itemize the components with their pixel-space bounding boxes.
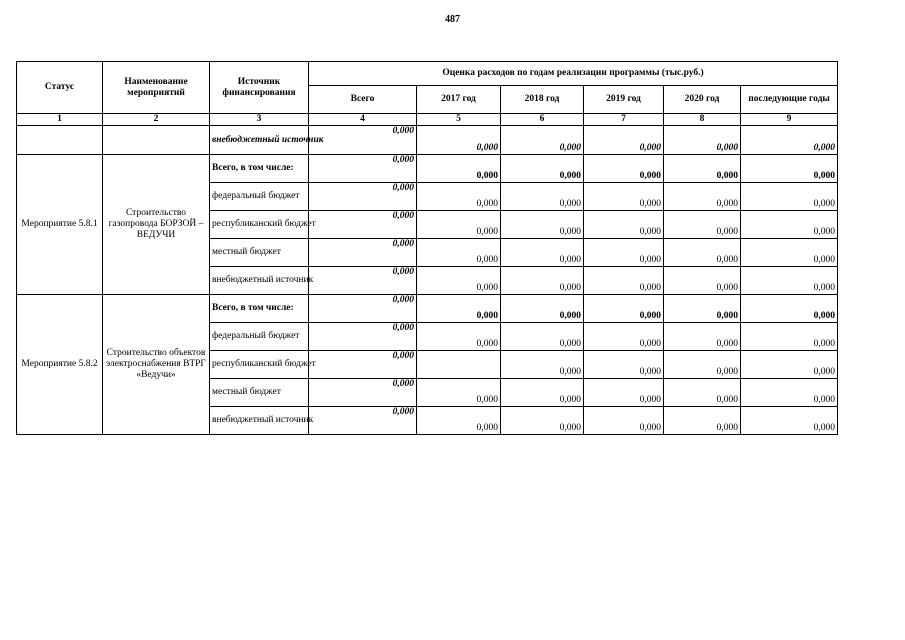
column-number: 4 bbox=[309, 114, 417, 126]
value-cell: 0,000 bbox=[741, 379, 838, 407]
header-year-2020: 2020 год bbox=[664, 86, 741, 114]
total-cell: 0,000 bbox=[309, 323, 417, 351]
value-cell: 0,000 bbox=[664, 295, 741, 323]
value-cell: 0,000 bbox=[741, 267, 838, 295]
value-cell: 0,000 bbox=[501, 155, 584, 183]
value-cell: 0,000 bbox=[664, 407, 741, 435]
value-cell: 0,000 bbox=[501, 295, 584, 323]
value-cell: 0,000 bbox=[741, 351, 838, 379]
empty-status-cell bbox=[17, 126, 103, 155]
total-cell: 0,000 bbox=[309, 267, 417, 295]
value-cell: 0,000 bbox=[741, 183, 838, 211]
value-cell: 0,000 bbox=[584, 379, 664, 407]
value-cell: 0,000 bbox=[664, 239, 741, 267]
value-cell: 0,000 bbox=[664, 155, 741, 183]
value-cell: 0,000 bbox=[664, 323, 741, 351]
column-number: 7 bbox=[584, 114, 664, 126]
total-cell: 0,000 bbox=[309, 126, 417, 155]
source-cell: федеральный бюджет bbox=[210, 183, 309, 211]
value-cell: 0,000 bbox=[584, 155, 664, 183]
status-cell: Мероприятие 5.8.2 bbox=[17, 295, 103, 435]
total-cell: 0,000 bbox=[309, 211, 417, 239]
page-number: 487 bbox=[445, 14, 460, 25]
budget-table bbox=[16, 61, 838, 435]
value-cell: 0,000 bbox=[501, 239, 584, 267]
table-row bbox=[17, 126, 838, 155]
source-cell: республиканский бюджет bbox=[210, 211, 309, 239]
header-year-2018: 2018 год bbox=[501, 86, 584, 114]
value-cell: 0,000 bbox=[584, 323, 664, 351]
total-cell: 0,000 bbox=[309, 351, 417, 379]
value-cell: 0,000 bbox=[501, 267, 584, 295]
value-cell: 0,000 bbox=[664, 267, 741, 295]
total-cell: 0,000 bbox=[309, 183, 417, 211]
header-year-2019: 2019 год bbox=[584, 86, 664, 114]
total-cell: 0,000 bbox=[309, 239, 417, 267]
source-cell: Всего, в том числе: bbox=[210, 295, 309, 323]
value-cell: 0,000 bbox=[417, 323, 501, 351]
header-year-total: Всего bbox=[309, 86, 417, 114]
value-cell: 0,000 bbox=[501, 407, 584, 435]
source-cell: внебюджетный источник bbox=[210, 126, 309, 155]
total-cell: 0,000 bbox=[309, 295, 417, 323]
source-cell: внебюджетный источник bbox=[210, 267, 309, 295]
value-cell: 0,000 bbox=[417, 407, 501, 435]
header-status: Статус bbox=[17, 62, 103, 114]
column-number: 8 bbox=[664, 114, 741, 126]
value-cell: 0,000 bbox=[501, 126, 584, 155]
value-cell: 0,000 bbox=[417, 126, 501, 155]
value-cell: 0,000 bbox=[664, 379, 741, 407]
value-cell: 0,000 bbox=[584, 407, 664, 435]
value-cell: 0,000 bbox=[417, 211, 501, 239]
total-cell: 0,000 bbox=[309, 155, 417, 183]
value-cell: 0,000 bbox=[417, 155, 501, 183]
total-cell: 0,000 bbox=[309, 407, 417, 435]
column-number: 2 bbox=[103, 114, 210, 126]
column-number: 6 bbox=[501, 114, 584, 126]
value-cell: 0,000 bbox=[584, 211, 664, 239]
value-cell: 0,000 bbox=[501, 379, 584, 407]
value-cell: 0,000 bbox=[741, 239, 838, 267]
value-cell: 0,000 bbox=[664, 183, 741, 211]
event-name-cell: Строительство объектов электроснабжения ВТРГ «Ведучи» bbox=[103, 295, 210, 435]
value-cell: 0,000 bbox=[584, 239, 664, 267]
value-cell: 0,000 bbox=[417, 183, 501, 211]
value-cell: 0,000 bbox=[417, 267, 501, 295]
value-cell: 0,000 bbox=[741, 407, 838, 435]
value-cell: 0,000 bbox=[741, 295, 838, 323]
source-cell: местный бюджет bbox=[210, 239, 309, 267]
value-cell: 0,000 bbox=[741, 211, 838, 239]
value-cell: 0,000 bbox=[664, 351, 741, 379]
header-estimate: Оценка расходов по годам реализации программы (тыс.руб.) bbox=[309, 62, 838, 86]
value-cell: 0,000 bbox=[417, 239, 501, 267]
total-cell: 0,000 bbox=[309, 379, 417, 407]
column-number: 9 bbox=[741, 114, 838, 126]
value-cell bbox=[417, 351, 501, 379]
event-name-cell: Строительство газопровода БОРЗОЙ – ВЕДУЧИ bbox=[103, 155, 210, 295]
table-row bbox=[17, 155, 838, 183]
empty-event-cell bbox=[103, 126, 210, 155]
value-cell: 0,000 bbox=[741, 155, 838, 183]
value-cell: 0,000 bbox=[664, 211, 741, 239]
value-cell: 0,000 bbox=[584, 267, 664, 295]
value-cell: 0,000 bbox=[501, 351, 584, 379]
header-source: Источник финансирования bbox=[210, 62, 309, 114]
header-year-2017: 2017 год bbox=[417, 86, 501, 114]
value-cell: 0,000 bbox=[501, 323, 584, 351]
header-year-later: последующие годы bbox=[741, 86, 838, 114]
source-cell: местный бюджет bbox=[210, 379, 309, 407]
column-number-row bbox=[17, 114, 838, 126]
value-cell: 0,000 bbox=[584, 183, 664, 211]
column-number: 1 bbox=[17, 114, 103, 126]
header-event-name: Наименование мероприятий bbox=[103, 62, 210, 114]
source-cell: федеральный бюджет bbox=[210, 323, 309, 351]
value-cell: 0,000 bbox=[417, 379, 501, 407]
value-cell: 0,000 bbox=[501, 211, 584, 239]
source-cell: внебюджетный источник bbox=[210, 407, 309, 435]
source-cell: республиканский бюджет bbox=[210, 351, 309, 379]
value-cell: 0,000 bbox=[417, 295, 501, 323]
column-number: 3 bbox=[210, 114, 309, 126]
value-cell: 0,000 bbox=[584, 126, 664, 155]
value-cell: 0,000 bbox=[584, 295, 664, 323]
table-row bbox=[17, 295, 838, 323]
column-number: 5 bbox=[417, 114, 501, 126]
status-cell: Мероприятие 5.8.1 bbox=[17, 155, 103, 295]
value-cell: 0,000 bbox=[584, 351, 664, 379]
value-cell: 0,000 bbox=[664, 126, 741, 155]
value-cell: 0,000 bbox=[501, 183, 584, 211]
value-cell: 0,000 bbox=[741, 323, 838, 351]
value-cell: 0,000 bbox=[741, 126, 838, 155]
source-cell: Всего, в том числе: bbox=[210, 155, 309, 183]
